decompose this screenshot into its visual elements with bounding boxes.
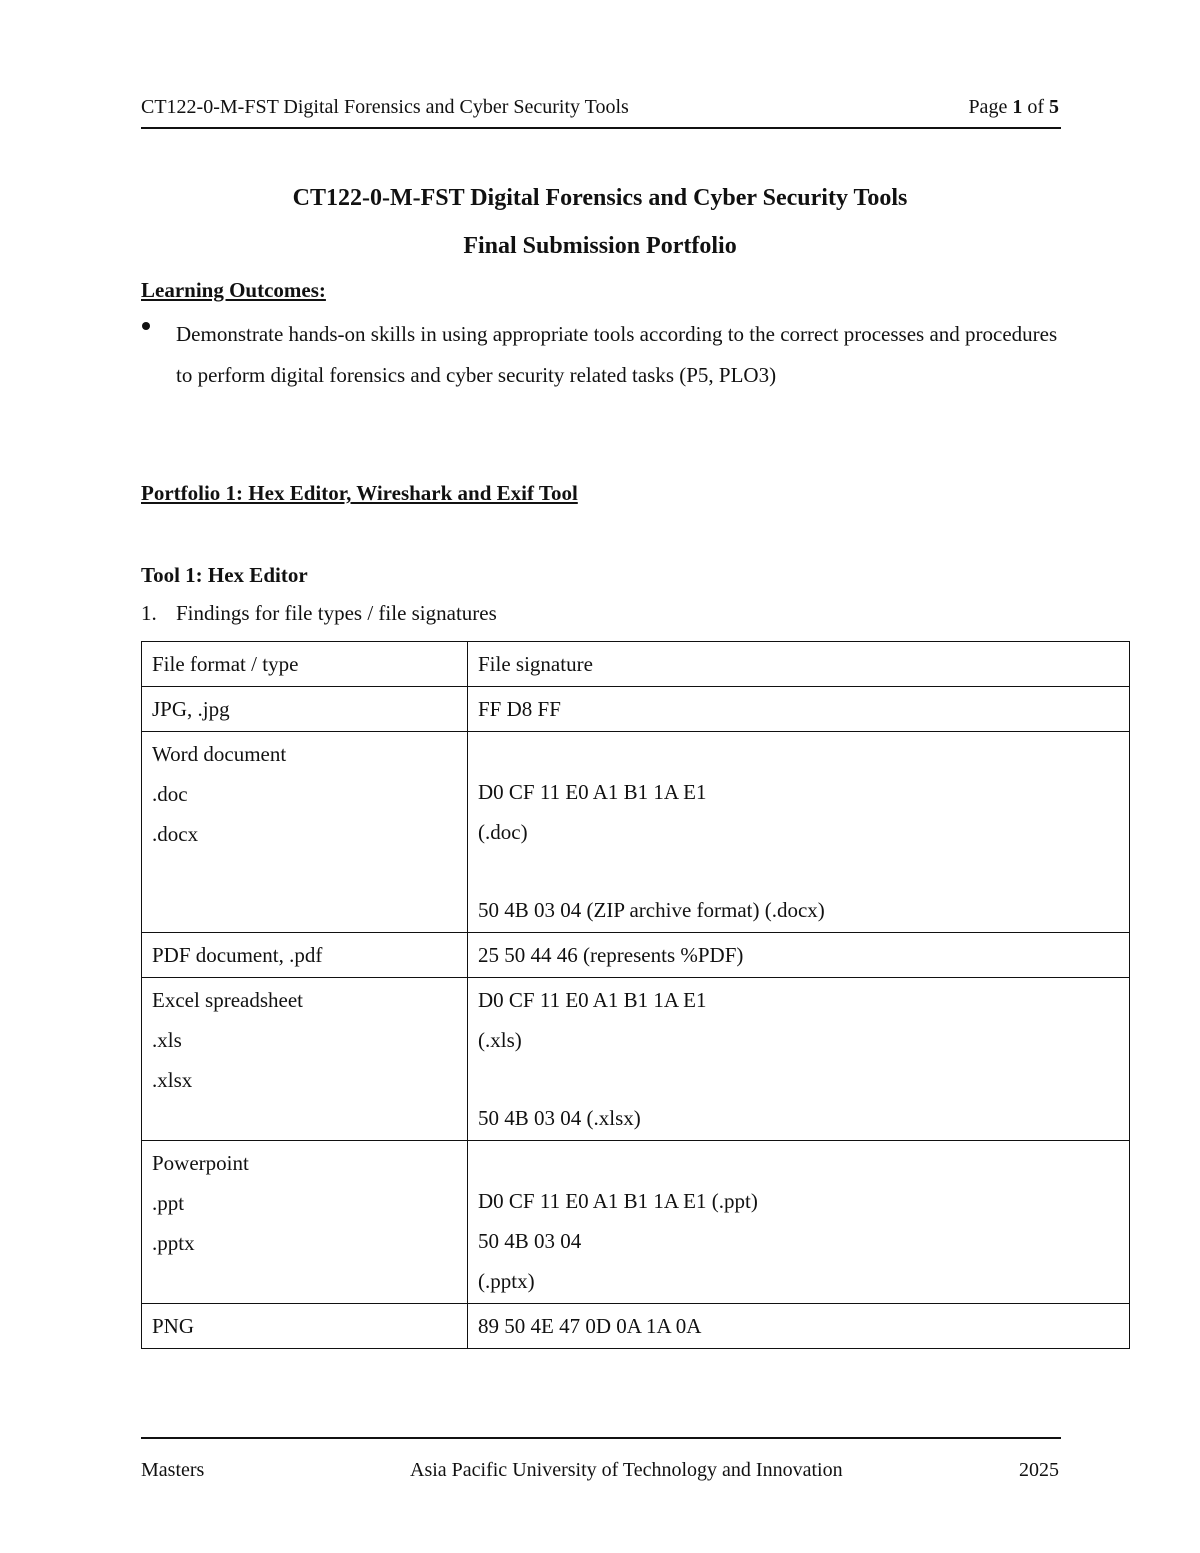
footer-level: Masters	[141, 1459, 205, 1481]
cell-line: .doc	[152, 782, 188, 806]
cell-line: (.pptx)	[478, 1269, 535, 1293]
learning-outcome-item: Demonstrate hands-on skills in using appropriate tools according to the correct processes and procedures to perform digital forensics and cyber security related tasks (P5, PLO3)	[176, 322, 1058, 387]
column-header-type: File format / type	[142, 642, 468, 687]
cell-line: FF D8 FF	[478, 697, 561, 721]
cell-line: 25 50 44 46 (represents %PDF)	[478, 943, 744, 967]
cell-line: (.doc)	[478, 820, 528, 844]
blank-line	[478, 852, 1119, 890]
learning-outcomes-heading: Learning Outcomes:	[141, 278, 326, 302]
cell-line: Excel spreadsheet	[152, 988, 304, 1012]
cell-file-type	[142, 732, 468, 933]
column-header-signature: File signature	[468, 642, 1130, 687]
cell-file-signature	[468, 933, 1130, 978]
item-text: Findings for file types / file signatures	[176, 601, 497, 625]
cell-line: Word document	[152, 742, 287, 766]
header-divider	[141, 127, 1061, 129]
table-row	[142, 687, 1130, 732]
cell-line: PDF document, .pdf	[152, 943, 323, 967]
header-page-number: Page 1 of 5	[968, 96, 1059, 118]
cell-file-type	[142, 978, 468, 1141]
cell-line: .docx	[152, 822, 199, 846]
blank-line	[478, 734, 1119, 772]
cell-line: 50 4B 03 04 (ZIP archive format) (.docx)	[478, 898, 825, 922]
cell-line: .xls	[152, 1028, 182, 1052]
document-subtitle: Final Submission Portfolio	[463, 233, 737, 259]
table-row	[142, 732, 1130, 933]
blank-line	[478, 1143, 1119, 1181]
cell-line: D0 CF 11 E0 A1 B1 1A E1 (.ppt)	[478, 1189, 758, 1213]
cell-line: .pptx	[152, 1231, 195, 1255]
table-row	[142, 978, 1130, 1141]
cell-line: 89 50 4E 47 0D 0A 1A 0A	[478, 1314, 702, 1338]
cell-file-type	[142, 933, 468, 978]
blank-line	[478, 1060, 1119, 1098]
file-signature-table	[141, 641, 1130, 1349]
cell-file-signature	[468, 978, 1130, 1141]
tool-heading: Tool 1: Hex Editor	[141, 563, 308, 587]
item-number: 1.	[141, 601, 157, 625]
cell-file-type	[142, 687, 468, 732]
header-course-title: CT122-0-M-FST Digital Forensics and Cyber Security Tools	[141, 96, 629, 118]
cell-line: 50 4B 03 04 (.xlsx)	[478, 1106, 641, 1130]
cell-line: Powerpoint	[152, 1151, 249, 1175]
cell-line: .xlsx	[152, 1068, 193, 1092]
cell-line: D0 CF 11 E0 A1 B1 1A E1	[478, 988, 707, 1012]
cell-line: .ppt	[152, 1191, 185, 1215]
table-row	[142, 1304, 1130, 1349]
cell-file-signature	[468, 1141, 1130, 1304]
cell-file-type	[142, 1304, 468, 1349]
footer-divider	[141, 1437, 1061, 1439]
bullet-icon	[142, 322, 150, 330]
document-title: CT122-0-M-FST Digital Forensics and Cyber Security Tools	[292, 185, 908, 211]
cell-line: PNG	[152, 1314, 195, 1338]
cell-file-signature	[468, 687, 1130, 732]
table-row	[142, 933, 1130, 978]
table-row	[142, 1141, 1130, 1304]
footer-institution: Asia Pacific University of Technology and Innovation	[410, 1459, 843, 1481]
cell-line: D0 CF 11 E0 A1 B1 1A E1	[478, 780, 707, 804]
cell-line: (.xls)	[478, 1028, 522, 1052]
cell-file-type	[142, 1141, 468, 1304]
cell-line: 50 4B 03 04	[478, 1229, 582, 1253]
portfolio-heading: Portfolio 1: Hex Editor, Wireshark and Exif Tool	[141, 481, 578, 505]
numbered-item	[141, 601, 497, 626]
cell-file-signature	[468, 732, 1130, 933]
footer-year: 2025	[1019, 1459, 1059, 1481]
cell-file-signature	[468, 1304, 1130, 1349]
cell-line: JPG, .jpg	[152, 697, 230, 721]
table-header-row	[142, 642, 1130, 687]
